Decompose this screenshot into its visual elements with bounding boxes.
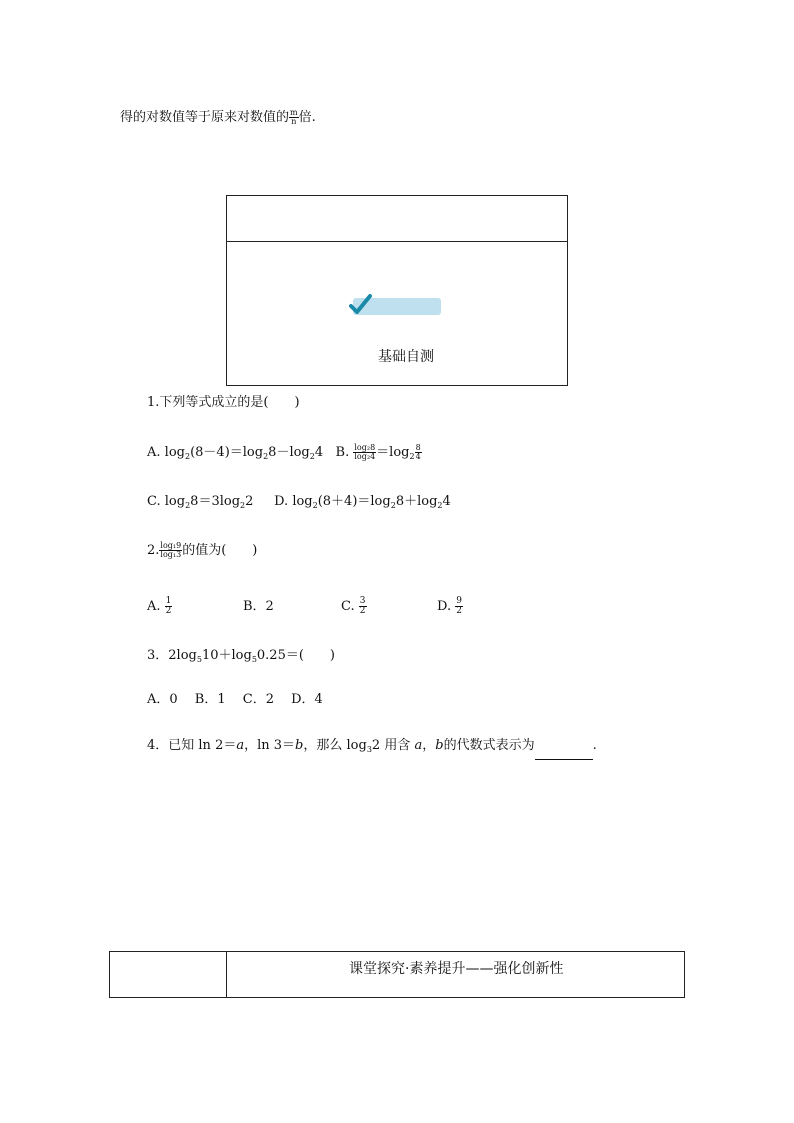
q4-var-a: a	[236, 738, 245, 753]
q1-a-sub3: 2	[309, 452, 315, 461]
q1-b-den: log₂4	[354, 452, 376, 461]
q4-part3: ，那么 log	[303, 738, 367, 753]
q1-d-mid2: 8＋log	[395, 494, 438, 509]
q2-c-den: 2	[359, 606, 366, 616]
q4-var-b: b	[295, 738, 304, 753]
q2-frac-den: log₁3	[160, 550, 182, 559]
q2-c-num: 3	[359, 596, 366, 606]
q1-d-label: D.	[274, 494, 289, 509]
q2-d-den: 2	[456, 606, 462, 616]
q4-part1: 4．已知 ln 2＝	[147, 738, 237, 753]
q1-b-fraction	[353, 444, 376, 461]
q2-d-fraction	[455, 597, 463, 616]
q3-options: A．0 B．1 C．2 D．4	[147, 692, 323, 707]
q4-var-a2: a	[414, 738, 423, 753]
q4-sub: 3	[366, 745, 372, 754]
q2-c-fraction	[359, 597, 367, 616]
q3-stem-b: 10＋log	[201, 648, 252, 663]
q1-b-frac2	[415, 444, 422, 461]
q1-stem: 1.下列等式成立的是( )	[147, 395, 300, 410]
q1-d-sub2: 2	[390, 501, 396, 510]
intro-frac-den: n	[291, 117, 297, 126]
q2-c-label: C.	[341, 599, 355, 614]
q1-a-sub: 2	[184, 452, 191, 461]
q4-stem	[147, 736, 597, 760]
q1-options-cd	[147, 492, 451, 516]
q1-b-frac2-num: 8	[415, 443, 421, 452]
q3-stem	[147, 646, 335, 670]
footer-title: 课堂探究·素养提升——强化创新性	[349, 961, 564, 977]
q1-d-mid: (8＋4)＝log	[317, 494, 391, 509]
checkmark-icon	[349, 293, 373, 317]
section-badge	[349, 296, 441, 316]
q1-a-sub2: 2	[263, 452, 269, 461]
q2-a-den: 2	[165, 606, 172, 616]
q1-c-sub2: 2	[240, 501, 246, 510]
q1-b-sub: 2	[409, 452, 415, 461]
q4-var-b2: b	[435, 738, 444, 753]
q3-stem-a: 3．2log	[147, 648, 197, 663]
q1-options-ab	[147, 443, 422, 467]
q1-d-sub: 2	[312, 501, 318, 510]
q1-c-end: 2	[245, 494, 254, 509]
q1-b-frac2-den: 4	[415, 452, 421, 461]
q2-d-num: 9	[456, 596, 462, 606]
q1-c-sub: 2	[185, 501, 191, 510]
q1-b-label: B.	[335, 445, 350, 460]
section-box-divider	[227, 241, 567, 242]
badge-label: 基础自测	[378, 349, 434, 365]
q2-suffix: 的值为( )	[182, 543, 258, 558]
q4-part2: ，ln 3＝	[244, 738, 296, 753]
q1-b-eq: ＝log	[376, 445, 410, 460]
q1-c-mid: 8＝3log	[190, 494, 241, 509]
q1-b-num: log₂8	[354, 443, 376, 452]
footer-table	[109, 951, 685, 998]
q3-stem-sub: 5	[196, 655, 202, 664]
q1-c-label: C.	[147, 494, 161, 509]
q1-a-mid: (8－4)＝log	[190, 445, 264, 460]
q4-part5: ，	[422, 738, 436, 753]
q1-c-expr: log	[164, 494, 186, 509]
q2-option-d	[437, 597, 463, 617]
q1-a-end: 4	[314, 445, 324, 460]
intro-line	[120, 108, 316, 128]
footer-table-divider	[226, 952, 227, 997]
q1-d-end: 4	[442, 494, 451, 509]
q4-part4: 2 用含	[371, 738, 415, 753]
q1-a-expr: log	[164, 445, 185, 460]
q1-a-mid2: 8－log	[268, 445, 310, 460]
intro-prefix: 得的对数值等于原来对数值的	[120, 110, 290, 125]
q2-option-a	[147, 597, 172, 617]
q1-d-expr: log	[292, 494, 313, 509]
q2-prefix: 2.	[147, 543, 160, 558]
q2-a-fraction	[165, 597, 173, 616]
q1-d-sub3: 2	[437, 501, 443, 510]
q2-a-num: 1	[165, 596, 172, 606]
q2-option-c	[341, 597, 367, 617]
q3-stem-c: 0.25＝( )	[256, 648, 335, 663]
intro-fraction	[289, 109, 299, 126]
q4-end: .	[592, 738, 597, 753]
q2-a-label: A.	[147, 599, 161, 614]
q2-stem	[147, 541, 257, 561]
q2-option-b: B．2	[243, 599, 274, 614]
intro-frac-num: m	[290, 108, 298, 117]
intro-suffix: 倍.	[298, 110, 316, 125]
q2-d-label: D.	[437, 599, 452, 614]
q4-part6: 的代数式表示为	[443, 738, 535, 753]
q2-frac-num: log₁9	[160, 541, 182, 550]
q1-a-label: A.	[147, 445, 161, 460]
q2-fraction	[159, 542, 182, 559]
q4-answer-blank[interactable]	[535, 745, 593, 760]
q3-stem-sub2: 5	[251, 655, 257, 664]
